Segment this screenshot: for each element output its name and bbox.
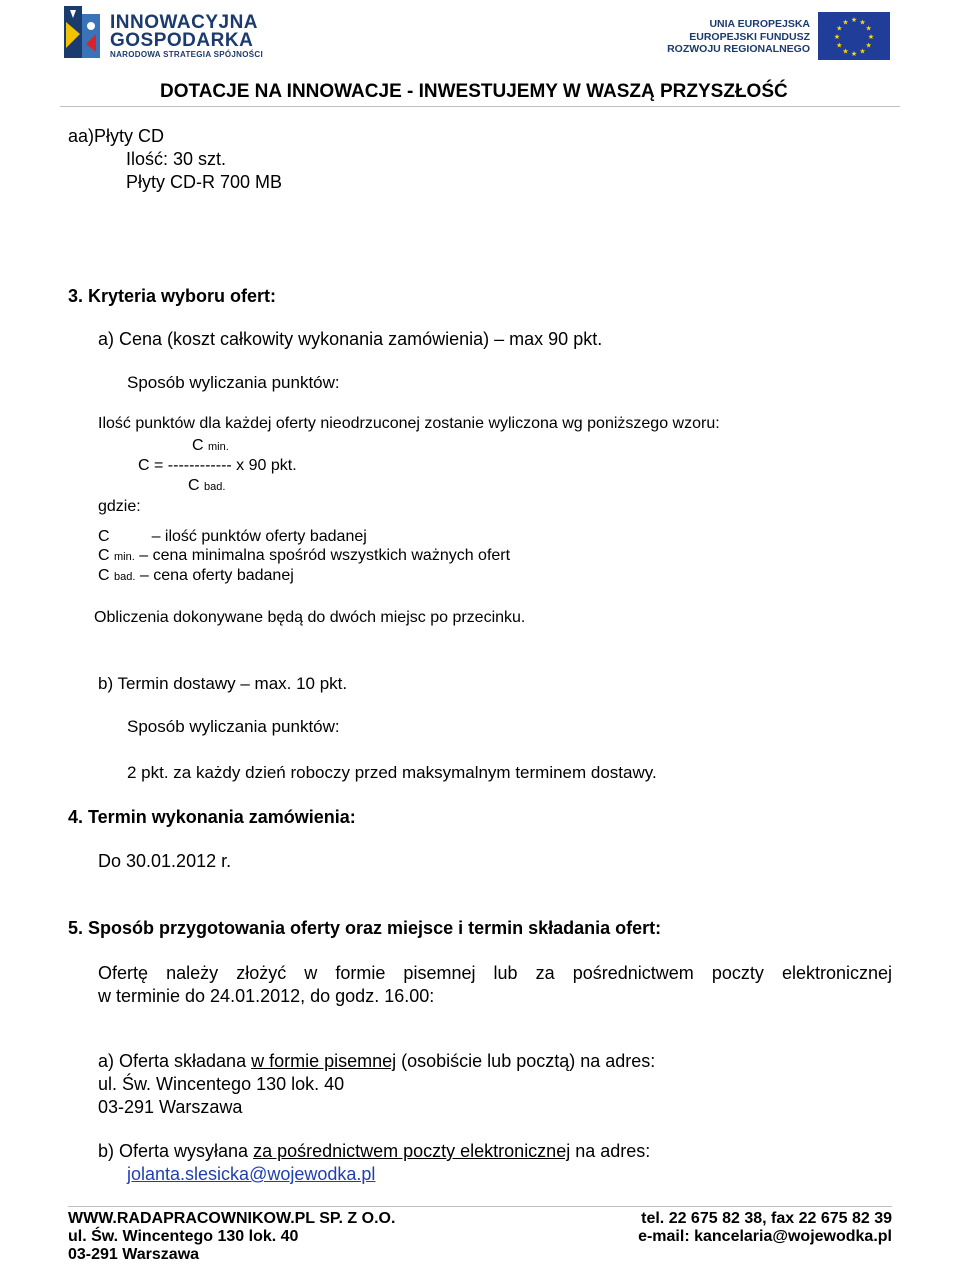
submission-a-address2: 03-291 Warszawa bbox=[98, 1097, 243, 1117]
footer-email: e-mail: kancelaria@wojewodka.pl bbox=[638, 1228, 892, 1245]
definition-c-bad: C bad. – cena oferty badanej bbox=[98, 567, 294, 584]
submission-b: b) Oferta wysyłana za pośrednictwem poczty elektronicznej na adres: bbox=[98, 1141, 651, 1161]
criterion-a-method: Sposób wyliczania punktów: bbox=[127, 373, 340, 392]
section5-intro-line2: w terminie do 24.01.2012, do godz. 16.00: bbox=[98, 986, 435, 1006]
ig-logo-line2: GOSPODARKA bbox=[110, 30, 254, 51]
item-aa-title: aa)Płyty CD bbox=[68, 126, 165, 146]
header-slogan: DOTACJE NA INNOWACJE - INWESTUJEMY W WASZĄ PRZYSZŁOŚĆ bbox=[160, 81, 788, 102]
section4-heading: 4. Termin wykonania zamówienia: bbox=[68, 807, 356, 827]
header-divider bbox=[60, 106, 900, 107]
eu-logo-line1: UNIA EUROPEJSKA bbox=[709, 18, 810, 30]
item-aa-quantity: Ilość: 30 szt. bbox=[126, 149, 227, 169]
eu-logo-line3: ROZWOJU REGIONALNEGO bbox=[667, 43, 810, 55]
eu-flag-icon bbox=[818, 12, 890, 60]
definition-c: C – ilość punktów oferty badanej bbox=[98, 528, 367, 545]
svg-text:★: ★ bbox=[850, 50, 858, 58]
formula-where: gdzie: bbox=[98, 498, 141, 515]
svg-text:★: ★ bbox=[859, 47, 866, 56]
ig-logo-line1: INNOWACYJNA bbox=[110, 12, 259, 33]
formula-numerator: C min. bbox=[192, 437, 229, 454]
svg-text:★: ★ bbox=[859, 18, 866, 27]
section3-heading: 3. Kryteria wyboru ofert: bbox=[68, 286, 277, 306]
section5-heading: 5. Sposób przygotowania oferty oraz miejsce i termin składania ofert: bbox=[68, 918, 662, 938]
eu-logo-text bbox=[667, 18, 810, 56]
paper-form-text: w formie pisemnej bbox=[251, 1051, 397, 1071]
svg-text:★: ★ bbox=[836, 24, 843, 33]
rounding-note: Obliczenia dokonywane będą do dwóch miejsc po przecinku. bbox=[94, 609, 526, 626]
svg-text:★: ★ bbox=[865, 41, 872, 50]
electronic-form-text: za pośrednictwem poczty elektronicznej bbox=[253, 1141, 571, 1161]
formula-denominator: C bad. bbox=[188, 477, 226, 494]
svg-text:★: ★ bbox=[833, 33, 841, 41]
svg-text:★: ★ bbox=[842, 47, 849, 56]
svg-text:★: ★ bbox=[850, 16, 858, 24]
criterion-b-method: Sposób wyliczania punktów: bbox=[127, 717, 340, 736]
footer-phone: tel. 22 675 82 38, fax 22 675 82 39 bbox=[641, 1210, 892, 1227]
footer-company: WWW.RADAPRACOWNIKOW.PL SP. Z O.O. bbox=[68, 1210, 396, 1227]
section5-intro-line1: Ofertę należy złożyć w formie pisemnej lub za pośrednictwem poczty elektronicznej bbox=[98, 963, 892, 983]
criterion-b: b) Termin dostawy – max. 10 pkt. bbox=[98, 674, 348, 693]
criterion-b-rule: 2 pkt. za każdy dzień roboczy przed maksymalnym terminem dostawy. bbox=[127, 763, 657, 782]
footer-city: 03-291 Warszawa bbox=[68, 1246, 200, 1263]
ig-emblem-icon bbox=[60, 4, 104, 60]
definition-c-min: C min. – cena minimalna spośród wszystkich ważnych ofert bbox=[98, 547, 511, 564]
formula-intro: Ilość punktów dla każdej oferty nieodrzuconej zostanie wyliczona wg poniższego wzoru: bbox=[98, 415, 720, 432]
submission-a: a) Oferta składana w formie pisemnej (osobiście lub pocztą) na adres: bbox=[98, 1051, 656, 1071]
footer-street: ul. Św. Wincentego 130 lok. 40 bbox=[68, 1228, 299, 1245]
contact-email-link[interactable]: jolanta.slesicka@wojewodka.pl bbox=[127, 1164, 376, 1184]
criterion-a: a) Cena (koszt całkowity wykonania zamówienia) – max 90 pkt. bbox=[98, 329, 603, 349]
footer-divider bbox=[68, 1206, 892, 1207]
eu-logo-line2: EUROPEJSKI FUNDUSZ bbox=[689, 30, 810, 43]
svg-text:★: ★ bbox=[865, 24, 872, 33]
innowacyjna-gospodarka-logo bbox=[60, 4, 264, 62]
section4-date: Do 30.01.2012 r. bbox=[98, 851, 232, 871]
formula-equation: C = ------------ x 90 pkt. bbox=[138, 457, 297, 474]
ig-logo-line3: NARODOWA STRATEGIA SPÓJNOŚCI bbox=[110, 50, 264, 59]
item-aa-description: Płyty CD-R 700 MB bbox=[126, 172, 283, 192]
svg-text:★: ★ bbox=[836, 41, 843, 50]
svg-text:★: ★ bbox=[867, 33, 875, 41]
submission-a-address1: ul. Św. Wincentego 130 lok. 40 bbox=[98, 1074, 345, 1094]
svg-text:★: ★ bbox=[842, 18, 849, 27]
eu-logo bbox=[667, 10, 890, 62]
